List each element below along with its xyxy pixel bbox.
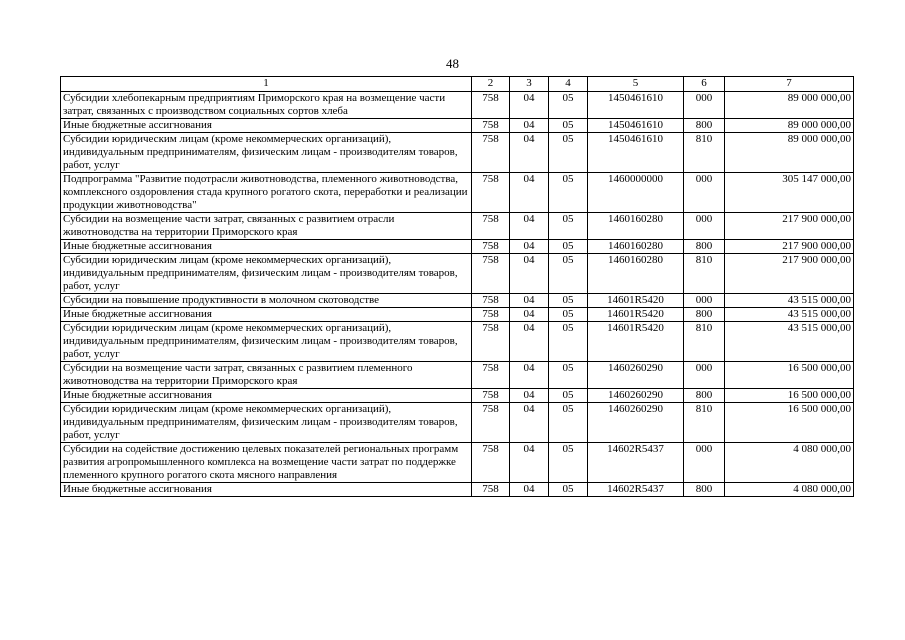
budget-table — [60, 76, 854, 497]
row-code-4: 05 — [549, 308, 588, 322]
row-code-4: 05 — [549, 254, 588, 294]
row-amount: 305 147 000,00 — [725, 173, 854, 213]
row-code-4: 05 — [549, 483, 588, 497]
row-code-6: 800 — [684, 240, 725, 254]
row-code-2: 758 — [472, 213, 510, 240]
row-code-3: 04 — [510, 240, 549, 254]
column-header: 5 — [588, 77, 684, 92]
row-code-3: 04 — [510, 483, 549, 497]
row-code-6: 800 — [684, 308, 725, 322]
row-amount: 43 515 000,00 — [725, 322, 854, 362]
row-amount: 16 500 000,00 — [725, 389, 854, 403]
row-code-2: 758 — [472, 254, 510, 294]
row-code-6: 800 — [684, 389, 725, 403]
row-name: Субсидии юридическим лицам (кроме некоммерческих организаций), индивидуальным предпринимателям, физическим лицам - производителям товаров, работ, услуг — [61, 322, 472, 362]
row-amount: 89 000 000,00 — [725, 119, 854, 133]
row-code-2: 758 — [472, 240, 510, 254]
row-amount: 89 000 000,00 — [725, 133, 854, 173]
table-row — [61, 119, 854, 133]
row-amount: 217 900 000,00 — [725, 254, 854, 294]
row-code-2: 758 — [472, 362, 510, 389]
row-code-3: 04 — [510, 92, 549, 119]
row-code-5: 1460160280 — [588, 254, 684, 294]
row-code-2: 758 — [472, 133, 510, 173]
row-name: Иные бюджетные ассигнования — [61, 308, 472, 322]
row-name: Подпрограмма "Развитие подотрасли животноводства, племенного животноводства, комплексного оздоровления стада крупного рогатого скота, переработки и реализации продукции животноводства" — [61, 173, 472, 213]
column-header: 7 — [725, 77, 854, 92]
row-code-2: 758 — [472, 389, 510, 403]
row-code-2: 758 — [472, 308, 510, 322]
row-code-6: 810 — [684, 322, 725, 362]
row-code-2: 758 — [472, 322, 510, 362]
table-row — [61, 92, 854, 119]
row-code-5: 1460260290 — [588, 403, 684, 443]
row-code-5: 1460260290 — [588, 389, 684, 403]
row-code-6: 810 — [684, 254, 725, 294]
table-row — [61, 254, 854, 294]
row-code-5: 1460160280 — [588, 240, 684, 254]
column-header: 3 — [510, 77, 549, 92]
row-code-4: 05 — [549, 213, 588, 240]
row-code-5: 14601R5420 — [588, 294, 684, 308]
row-code-6: 000 — [684, 92, 725, 119]
row-code-3: 04 — [510, 403, 549, 443]
row-code-5: 1460160280 — [588, 213, 684, 240]
row-amount: 16 500 000,00 — [725, 362, 854, 389]
row-code-4: 05 — [549, 443, 588, 483]
column-header: 4 — [549, 77, 588, 92]
row-code-6: 000 — [684, 294, 725, 308]
row-amount: 16 500 000,00 — [725, 403, 854, 443]
row-code-3: 04 — [510, 322, 549, 362]
row-code-4: 05 — [549, 133, 588, 173]
row-code-3: 04 — [510, 213, 549, 240]
table-row — [61, 483, 854, 497]
row-name: Субсидии хлебопекарным предприятиям Приморского края на возмещение части затрат, связанных с производством социальных сортов хлеба — [61, 92, 472, 119]
row-code-3: 04 — [510, 133, 549, 173]
row-code-4: 05 — [549, 322, 588, 362]
row-name: Субсидии на содействие достижению целевых показателей региональных программ развития агропромышленного комплекса на возмещение части затрат по поддержке племенного крупного рогатого скота мясного направления — [61, 443, 472, 483]
row-name: Иные бюджетные ассигнования — [61, 389, 472, 403]
row-amount: 4 080 000,00 — [725, 483, 854, 497]
row-amount: 217 900 000,00 — [725, 213, 854, 240]
row-code-3: 04 — [510, 173, 549, 213]
table-row — [61, 240, 854, 254]
row-code-2: 758 — [472, 173, 510, 213]
row-name: Субсидии на возмещение части затрат, связанных с развитием отрасли животноводства на территории Приморского края — [61, 213, 472, 240]
row-name: Иные бюджетные ассигнования — [61, 119, 472, 133]
row-code-3: 04 — [510, 389, 549, 403]
row-code-4: 05 — [549, 92, 588, 119]
row-code-5: 1450461610 — [588, 92, 684, 119]
row-name: Иные бюджетные ассигнования — [61, 240, 472, 254]
row-code-3: 04 — [510, 443, 549, 483]
row-code-5: 14601R5420 — [588, 308, 684, 322]
row-code-6: 000 — [684, 443, 725, 483]
column-header: 6 — [684, 77, 725, 92]
row-code-2: 758 — [472, 294, 510, 308]
row-amount: 4 080 000,00 — [725, 443, 854, 483]
table-row — [61, 362, 854, 389]
row-code-5: 1460000000 — [588, 173, 684, 213]
row-code-5: 14602R5437 — [588, 483, 684, 497]
table-row — [61, 322, 854, 362]
row-code-6: 800 — [684, 119, 725, 133]
row-code-5: 1450461610 — [588, 119, 684, 133]
table-row — [61, 443, 854, 483]
row-code-3: 04 — [510, 254, 549, 294]
row-code-5: 1450461610 — [588, 133, 684, 173]
row-amount: 43 515 000,00 — [725, 308, 854, 322]
row-amount: 217 900 000,00 — [725, 240, 854, 254]
column-header: 2 — [472, 77, 510, 92]
row-name: Субсидии юридическим лицам (кроме некоммерческих организаций), индивидуальным предпринимателям, физическим лицам - производителям товаров, работ, услуг — [61, 133, 472, 173]
row-code-6: 800 — [684, 483, 725, 497]
row-code-5: 14602R5437 — [588, 443, 684, 483]
row-amount: 89 000 000,00 — [725, 92, 854, 119]
row-code-2: 758 — [472, 92, 510, 119]
row-code-3: 04 — [510, 308, 549, 322]
table-row — [61, 133, 854, 173]
row-name: Субсидии юридическим лицам (кроме некоммерческих организаций), индивидуальным предпринимателям, физическим лицам - производителям товаров, работ, услуг — [61, 403, 472, 443]
row-code-6: 000 — [684, 362, 725, 389]
row-code-2: 758 — [472, 483, 510, 497]
row-amount: 43 515 000,00 — [725, 294, 854, 308]
row-code-6: 000 — [684, 213, 725, 240]
row-code-4: 05 — [549, 119, 588, 133]
row-code-3: 04 — [510, 294, 549, 308]
table-row — [61, 389, 854, 403]
table-row — [61, 308, 854, 322]
row-name: Субсидии на возмещение части затрат, связанных с развитием племенного животноводства на территории Приморского края — [61, 362, 472, 389]
row-code-4: 05 — [549, 362, 588, 389]
row-name: Субсидии на повышение продуктивности в молочном скотоводстве — [61, 294, 472, 308]
row-code-5: 14601R5420 — [588, 322, 684, 362]
row-code-5: 1460260290 — [588, 362, 684, 389]
row-name: Субсидии юридическим лицам (кроме некоммерческих организаций), индивидуальным предпринимателям, физическим лицам - производителям товаров, работ, услуг — [61, 254, 472, 294]
page-number: 48 — [446, 56, 459, 71]
row-code-2: 758 — [472, 119, 510, 133]
row-code-4: 05 — [549, 389, 588, 403]
row-code-3: 04 — [510, 362, 549, 389]
row-code-2: 758 — [472, 403, 510, 443]
row-code-4: 05 — [549, 173, 588, 213]
row-code-4: 05 — [549, 294, 588, 308]
row-code-3: 04 — [510, 119, 549, 133]
row-code-4: 05 — [549, 240, 588, 254]
column-header: 1 — [61, 77, 472, 92]
header-row — [61, 77, 854, 92]
table-row — [61, 173, 854, 213]
table-row — [61, 403, 854, 443]
row-name: Иные бюджетные ассигнования — [61, 483, 472, 497]
row-code-6: 810 — [684, 403, 725, 443]
row-code-6: 810 — [684, 133, 725, 173]
table-row — [61, 213, 854, 240]
row-code-4: 05 — [549, 403, 588, 443]
table-row — [61, 294, 854, 308]
row-code-2: 758 — [472, 443, 510, 483]
row-code-6: 000 — [684, 173, 725, 213]
